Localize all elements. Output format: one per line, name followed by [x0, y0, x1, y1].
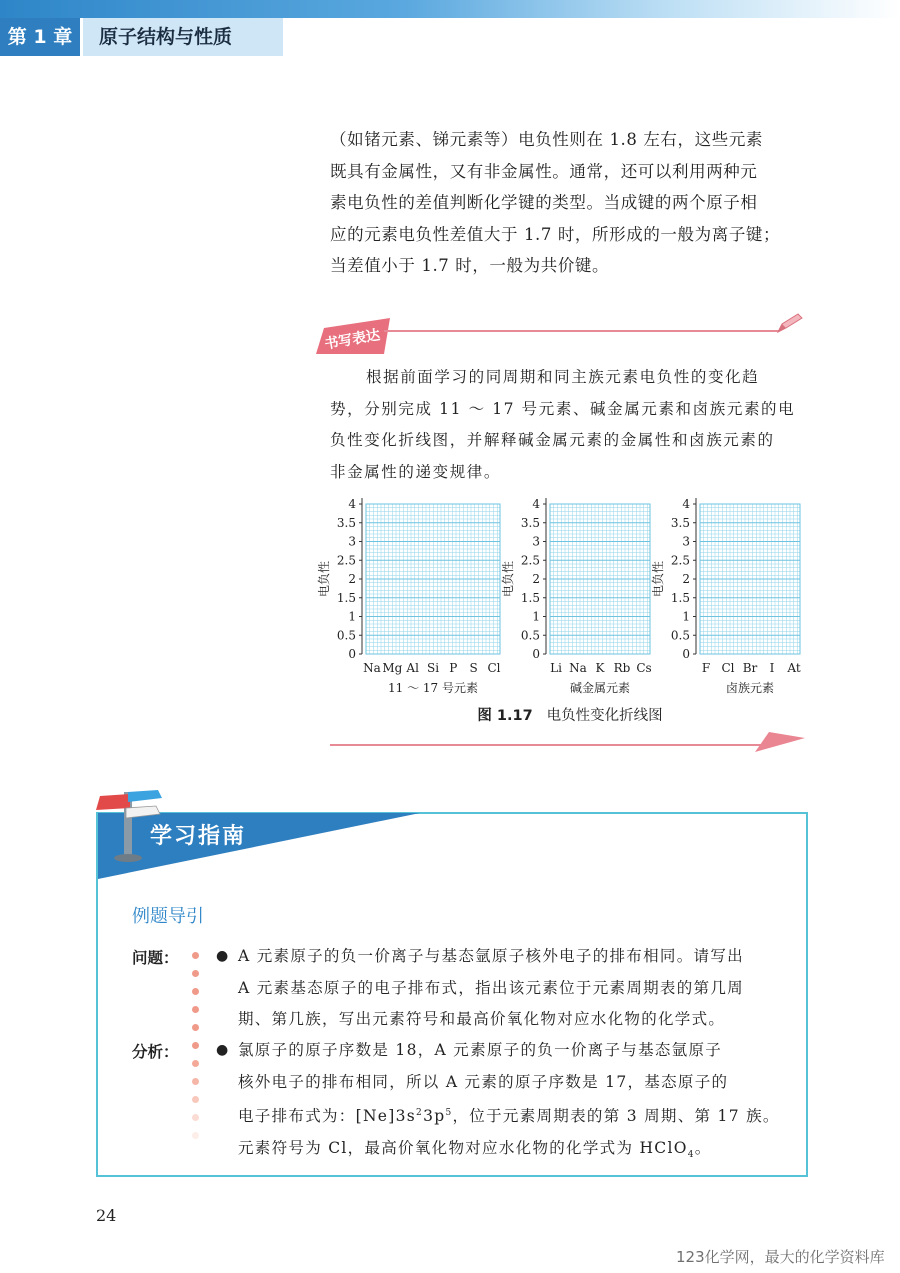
question-line: 期、第几族，写出元素符号和最高价氧化物对应水化物的化学式。 — [238, 1010, 726, 1028]
study-guide-title: 学习指南 — [150, 824, 247, 849]
bullet-icon: ● — [216, 1042, 229, 1058]
y-tick-label: 3 — [682, 534, 690, 549]
y-tick-label: 3.5 — [670, 515, 690, 530]
arrow-icon — [755, 728, 807, 754]
body-line: 当差值小于 1.7 时，一般为共价键。 — [330, 256, 610, 275]
analysis-line-formula — [238, 1133, 778, 1172]
writing-line: 势，分别完成 11 ～ 17 号元素、碱金属元素和卤族元素的电 — [330, 399, 796, 418]
x-axis-title: 卤族元素 — [725, 681, 775, 695]
body-paragraph — [330, 124, 810, 282]
y-tick-label: 0 — [348, 647, 356, 661]
body-line: 既具有金属性，又有非金属性。通常，还可以利用两种元 — [330, 161, 758, 181]
y-tick-label: 2 — [682, 572, 690, 586]
y-axis-label: 电负性 — [317, 560, 331, 598]
analysis-config-mid: 3p — [423, 1107, 446, 1126]
body-line: 应的元素电负性差值大于 1.7 时，所形成的一般为离子键； — [330, 224, 781, 244]
analysis-line: 核外电子的排布相同，所以 A 元素的原子序数是 17，基态原子的 — [238, 1072, 729, 1091]
analysis-line: 氯原子的原子序数是 18，A 元素原子的负一价离子与基态氩原子 — [238, 1041, 723, 1059]
y-tick-label: 0.5 — [670, 628, 690, 643]
x-tick-label: Cl — [721, 661, 735, 675]
analysis-config-suffix: ，位于元素周期表的第 3 周期、第 17 族。 — [452, 1107, 780, 1126]
y-tick-label: 4 — [532, 497, 540, 511]
chapter-title: 原子结构与性质 — [83, 18, 283, 56]
y-tick-label: 1 — [532, 609, 540, 624]
y-axis-label: 电负性 — [501, 560, 515, 598]
analysis-label: 分析： — [132, 1043, 179, 1061]
decor-dot — [192, 952, 199, 959]
writing-prompt — [330, 362, 810, 488]
x-tick-label: I — [769, 661, 775, 675]
decor-dot — [192, 1024, 199, 1031]
pencil-icon — [776, 312, 804, 334]
x-tick-label: Cs — [636, 661, 652, 675]
decor-dot — [192, 988, 199, 995]
y-tick-label: 2.5 — [670, 553, 690, 568]
y-tick-label: 4 — [682, 497, 690, 511]
decor-dot — [192, 1096, 199, 1103]
decor-dot — [192, 1078, 199, 1085]
watermark-text: 123化学网，最大的化学资料库 — [676, 1248, 885, 1266]
y-tick-label: 3.5 — [520, 515, 540, 530]
question-line: A 元素基态原子的电子排布式，指出该元素位于元素周期表的第几周 — [238, 978, 744, 997]
decor-dot — [192, 1114, 199, 1121]
body-line: 素电负性的差值判断化学键的类型。当成键的两个原子相 — [330, 193, 758, 212]
figure-number: 图 1.17 — [477, 708, 533, 724]
decor-dot — [192, 1006, 199, 1013]
figure-caption — [330, 704, 810, 725]
y-tick-label: 3 — [348, 534, 356, 549]
y-tick-label: 2.5 — [520, 553, 540, 568]
page-number: 24 — [96, 1206, 117, 1225]
y-tick-label: 1.5 — [520, 590, 540, 605]
x-tick-label: K — [595, 661, 605, 675]
header-gradient-bar — [0, 0, 900, 18]
example-section-heading: 例题导引 — [132, 906, 204, 927]
x-tick-label: Si — [426, 661, 440, 675]
chapter-badge: 第 1 章 — [0, 18, 80, 56]
superscript: 5 — [445, 1108, 453, 1118]
x-tick-label: Rb — [613, 661, 631, 675]
x-tick-label: S — [469, 661, 478, 675]
y-tick-label: 4 — [348, 497, 356, 511]
x-tick-label: F — [701, 661, 711, 675]
y-tick-label: 1 — [348, 609, 356, 624]
writing-top-line — [384, 330, 779, 332]
y-tick-label: 1.5 — [336, 590, 356, 605]
y-tick-label: 1.5 — [670, 590, 690, 605]
analysis-formula-prefix: 元素符号为 Cl，最高价氧化物对应水化物的化学式为 HClO — [238, 1138, 688, 1157]
y-tick-label: 0.5 — [520, 628, 540, 643]
x-axis-title: 11 ～ 17 号元素 — [388, 681, 478, 695]
figure-caption-text: 电负性变化折线图 — [546, 708, 663, 724]
superscript: 2 — [416, 1108, 424, 1118]
x-tick-label: Al — [406, 661, 419, 675]
analysis-formula-suffix: 。 — [694, 1138, 712, 1157]
question-line: A 元素原子的负一价离子与基态氩原子核外电子的排布相同。请写出 — [238, 947, 744, 965]
chart-halogens — [651, 494, 816, 695]
x-tick-label: Na — [569, 661, 587, 675]
x-tick-label: Mg — [382, 661, 403, 675]
chart-period-3 — [314, 494, 514, 694]
decor-dot — [192, 1042, 199, 1049]
x-tick-label: At — [787, 661, 801, 675]
y-tick-label: 2.5 — [336, 553, 356, 568]
writing-tag-text: 书写表达 — [323, 327, 382, 353]
writing-line: 非金属性的递变规律。 — [330, 462, 502, 481]
subscript: 4 — [687, 1149, 695, 1160]
analysis-line-config — [238, 1098, 778, 1133]
signpost-icon — [92, 782, 164, 862]
y-tick-label: 1 — [682, 609, 690, 624]
question-label: 问题： — [132, 949, 179, 967]
decor-dot — [192, 970, 199, 977]
y-tick-label: 3 — [532, 534, 540, 549]
writing-bottom-line — [330, 744, 770, 746]
y-tick-label: 2 — [532, 572, 540, 586]
x-axis-title: 碱金属元素 — [569, 681, 631, 695]
y-tick-label: 0.5 — [336, 628, 356, 643]
decor-dot — [192, 1060, 199, 1067]
y-tick-label: 0 — [682, 647, 690, 661]
y-axis-label: 电负性 — [651, 560, 665, 598]
y-tick-label: 0 — [532, 647, 540, 661]
body-line: （如锗元素、锑元素等）电负性则在 1.8 左右，这些元素 — [330, 130, 764, 149]
y-tick-label: 2 — [348, 572, 356, 586]
chart-alkali-metals — [501, 494, 666, 695]
writing-line: 负性变化折线图，并解释碱金属元素的金属性和卤族元素的 — [330, 431, 775, 449]
y-tick-label: 3.5 — [336, 515, 356, 530]
writing-tag — [312, 314, 392, 356]
x-tick-label: Cl — [487, 661, 501, 675]
analysis-config-prefix: 电子排布式为：[Ne]3s — [238, 1107, 417, 1126]
writing-line: 根据前面学习的同周期和同主族元素电负性的变化趋 — [366, 368, 760, 386]
bullet-icon: ● — [216, 948, 229, 964]
decor-dot — [192, 1132, 199, 1139]
x-tick-label: Na — [363, 661, 381, 675]
x-tick-label: Li — [550, 661, 562, 675]
x-tick-label: Br — [742, 661, 758, 675]
analysis-text — [238, 1035, 778, 1171]
question-text — [238, 941, 778, 1036]
x-tick-label: P — [449, 661, 458, 675]
